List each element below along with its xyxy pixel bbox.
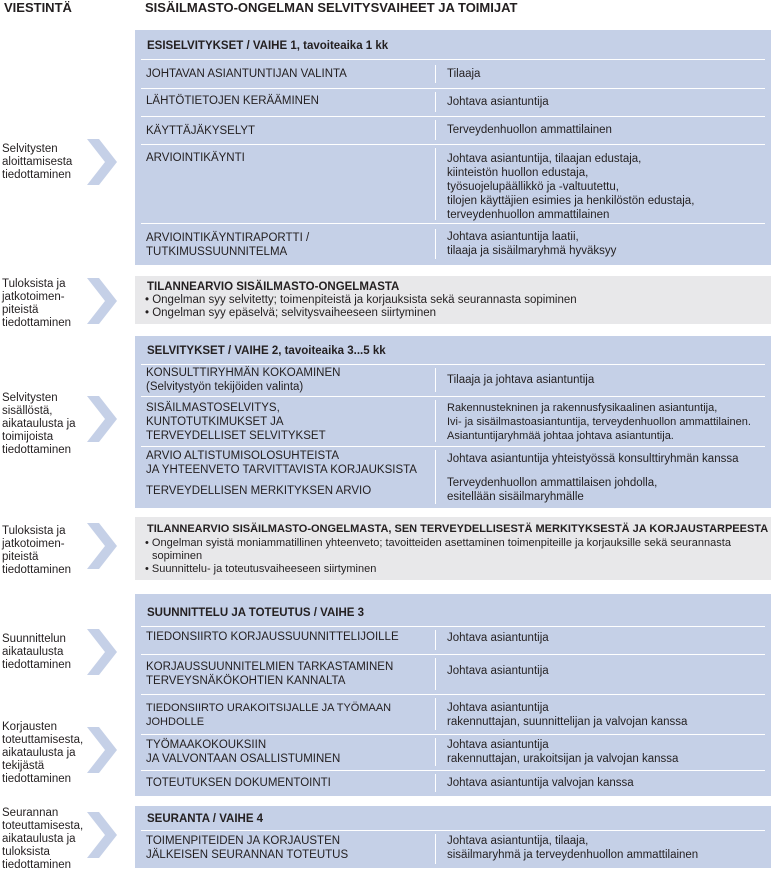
communication-note: Selvitysten aloittamisesta tiedottaminen — [2, 143, 73, 181]
column-separator — [435, 738, 436, 766]
task-label: KÄYTTÄJÄKYSELYT — [146, 125, 256, 137]
column-separator — [435, 92, 436, 112]
actor-label: Tilaaja ja johtava asiantuntija — [447, 374, 595, 386]
bullet-item: • Ongelman syistä moniammatillinen yhteenveto; tavoitteiden asettaminen toimenpiteille ja korjauksille sekä seurannasta — [145, 537, 731, 549]
chevron-right-icon — [87, 278, 117, 324]
communication-note: Seurannan toteuttamisesta, aikataulusta ja tuloksista tiedottaminen — [2, 807, 84, 871]
column-separator — [435, 774, 436, 792]
phase3-row — [135, 734, 771, 770]
task-label: TIEDONSIIRTO KORJAUSSUUNNITTELIJOILLE — [146, 631, 399, 643]
phase4-row — [135, 830, 771, 868]
phase3-title: SUUNNITTELU JA TOTEUTUS / VAIHE 3 — [147, 607, 365, 619]
task-label: TYÖMAAKOKOUKSIIN JA VALVONTAAN OSALLISTUMINEN — [146, 739, 341, 765]
bullet-item: • Suunnittelu- ja toteutusvaiheeseen siirtyminen — [145, 563, 377, 575]
column-separator — [435, 65, 436, 83]
actor-label: Johtava asiantuntija — [447, 632, 549, 644]
actor-label: Johtava asiantuntija, tilaajan edustaja, kiinteistön huollon edustaja, työsuojelupäällikkö ja -valtuutettu, tilojen käyttäjien esimies ja henkilöstön edustaja, terveydenhuollon ammattilainen — [447, 153, 695, 221]
actor-label: Johtava asiantuntija valvojan kanssa — [447, 777, 634, 789]
actor-label: Johtava asiantuntija laatii, tilaaja ja sisäilmaryhmä hyväksyy — [447, 231, 617, 257]
communication-note: Tuloksista ja jatkotoimen- piteistä tiedottaminen — [2, 278, 72, 329]
phase1-row — [135, 88, 771, 116]
column-separator — [435, 148, 436, 220]
chevron-right-icon — [87, 812, 117, 858]
phase3-row — [135, 626, 771, 654]
actor-label: Johtava asiantuntija rakennuttajan, suunnittelijan ja valvojan kanssa — [447, 702, 688, 728]
phase4-title: SEURANTA / VAIHE 4 — [147, 813, 264, 825]
actor-label: Johtava asiantuntija — [447, 96, 549, 108]
assessment2-section — [135, 517, 771, 580]
actor-label: Tilaaja — [447, 68, 481, 80]
diagram-title: SISÄILMASTO-ONGELMAN SELVITYSVAIHEET JA TOIMIJAT — [145, 0, 518, 15]
phase2-section — [135, 336, 771, 508]
phase1-row — [135, 59, 771, 88]
task-label: JOHTAVAN ASIANTUNTIJAN VALINTA — [146, 68, 347, 80]
column-separator — [435, 450, 436, 504]
phase2-row — [135, 446, 771, 508]
chevron-right-icon — [87, 396, 117, 442]
task-label: TIEDONSIIRTO URAKOITSIJALLE JA TYÖMAAN JOHDOLLE — [146, 702, 392, 728]
column-separator — [435, 698, 436, 730]
chevron-right-icon — [87, 523, 117, 569]
bullet-item: sopiminen — [152, 550, 203, 562]
actor-label: Terveydenhuollon ammattilaisen johdolla, esitellään sisäilmaryhmälle — [447, 477, 658, 503]
task-label: TOIMENPITEIDEN JA KORJAUSTEN JÄLKEISEN SEURANNAN TOTEUTUS — [146, 835, 349, 861]
column-separator — [435, 658, 436, 690]
chevron-right-icon — [87, 629, 117, 675]
bullet-item: • Ongelman syy epäselvä; selvitysvaiheeseen siirtyminen — [145, 307, 437, 319]
column-separator — [435, 400, 436, 442]
task-label: TOTEUTUKSEN DOKUMENTOINTI — [146, 777, 331, 789]
phase3-row — [135, 770, 771, 796]
communication-note: Suunnittelun aikataulusta tiedottaminen — [2, 633, 72, 671]
actor-label: Johtava asiantuntija, tilaaja, sisäilmaryhmä ja terveydenhuollon ammattilainen — [447, 835, 699, 861]
phase2-row — [135, 396, 771, 446]
column-separator — [435, 368, 436, 392]
assessment1-title: TILANNEARVIO SISÄILMASTO-ONGELMASTA — [147, 281, 400, 293]
phase1-title: ESISELVITYKSET / VAIHE 1, tavoiteaika 1 kk — [147, 40, 389, 52]
phase1-section — [135, 30, 771, 265]
phase2-row — [135, 364, 771, 396]
column-separator — [435, 834, 436, 864]
chevron-right-icon — [87, 727, 117, 773]
phase1-row — [135, 223, 771, 265]
task-label: KONSULTTIRYHMÄN KOKOAMINEN (Selvitystyön tekijöiden valinta) — [146, 367, 341, 393]
task-label: SISÄILMASTOSELVITYS, KUNTOTUTKIMUKSET JA TERVEYDELLISET SELVITYKSET — [146, 402, 326, 442]
phase3-section — [135, 594, 771, 796]
actor-label: Terveydenhuollon ammattilainen — [447, 124, 612, 136]
assessment1-section — [135, 276, 771, 324]
actor-label: Johtava asiantuntija — [447, 665, 549, 677]
actor-label: Rakennustekninen ja rakennusfysikaalinen asiantuntija, Ivi- ja sisäilmastoasiantuntija, terveydenhuollon ammattilainen. Asiantuntijaryhmää johtaa johtava asiantuntija. — [447, 402, 751, 442]
phase1-row — [135, 116, 771, 144]
task-label: KORJAUSSUUNNITELMIEN TARKASTAMINEN TERVEYSNÄKÖKOHTIEN KANNALTA — [146, 661, 394, 687]
communication-note: Selvitysten sisällöstä, aikataulusta ja toimijoista tiedottaminen — [2, 392, 76, 456]
task-label: ARVIOINTIKÄYNTIRAPORTTI / TUTKIMUSSUUNNITELMA — [146, 232, 310, 258]
chevron-right-icon — [87, 139, 117, 185]
phase3-row — [135, 694, 771, 734]
task-label: LÄHTÖTIETOJEN KERÄÄMINEN — [146, 95, 319, 107]
task-label: TERVEYDELLISEN MERKITYKSEN ARVIO — [146, 485, 372, 497]
communication-column-header: VIESTINTÄ — [4, 0, 72, 15]
phase4-section — [135, 806, 771, 868]
communication-note: Tuloksista ja jatkotoimen- piteistä tiedottaminen — [2, 525, 72, 576]
assessment2-title: TILANNEARVIO SISÄILMASTO-ONGELMASTA, SEN TERVEYDELLISESTÄ MERKITYKSESTÄ JA KORJAUSTARPEESTA — [147, 523, 769, 535]
phase3-row — [135, 654, 771, 694]
communication-note: Korjausten toteuttamisesta, aikataulusta ja tekijästä tiedottaminen — [2, 721, 84, 785]
phase1-row — [135, 144, 771, 223]
column-separator — [435, 120, 436, 140]
task-label: ARVIOINTIKÄYNTI — [146, 152, 245, 164]
actor-label: Johtava asiantuntija rakennuttajan, urakoitsijan ja valvojan kanssa — [447, 739, 679, 765]
bullet-item: • Ongelman syy selvitetty; toimenpiteistä ja korjauksista sekä seurannasta sopiminen — [145, 294, 577, 306]
column-separator — [435, 630, 436, 650]
actor-label: Johtava asiantuntija yhteistyössä konsulttiryhmän kanssa — [447, 453, 739, 465]
column-separator — [435, 229, 436, 259]
phase2-title: SELVITYKSET / VAIHE 2, tavoiteaika 3...5 kk — [147, 345, 386, 357]
task-label: ARVIO ALTISTUMISOLOSUHTEISTA JA YHTEENVETO TARVITTAVISTA KORJAUKSISTA — [146, 450, 417, 476]
